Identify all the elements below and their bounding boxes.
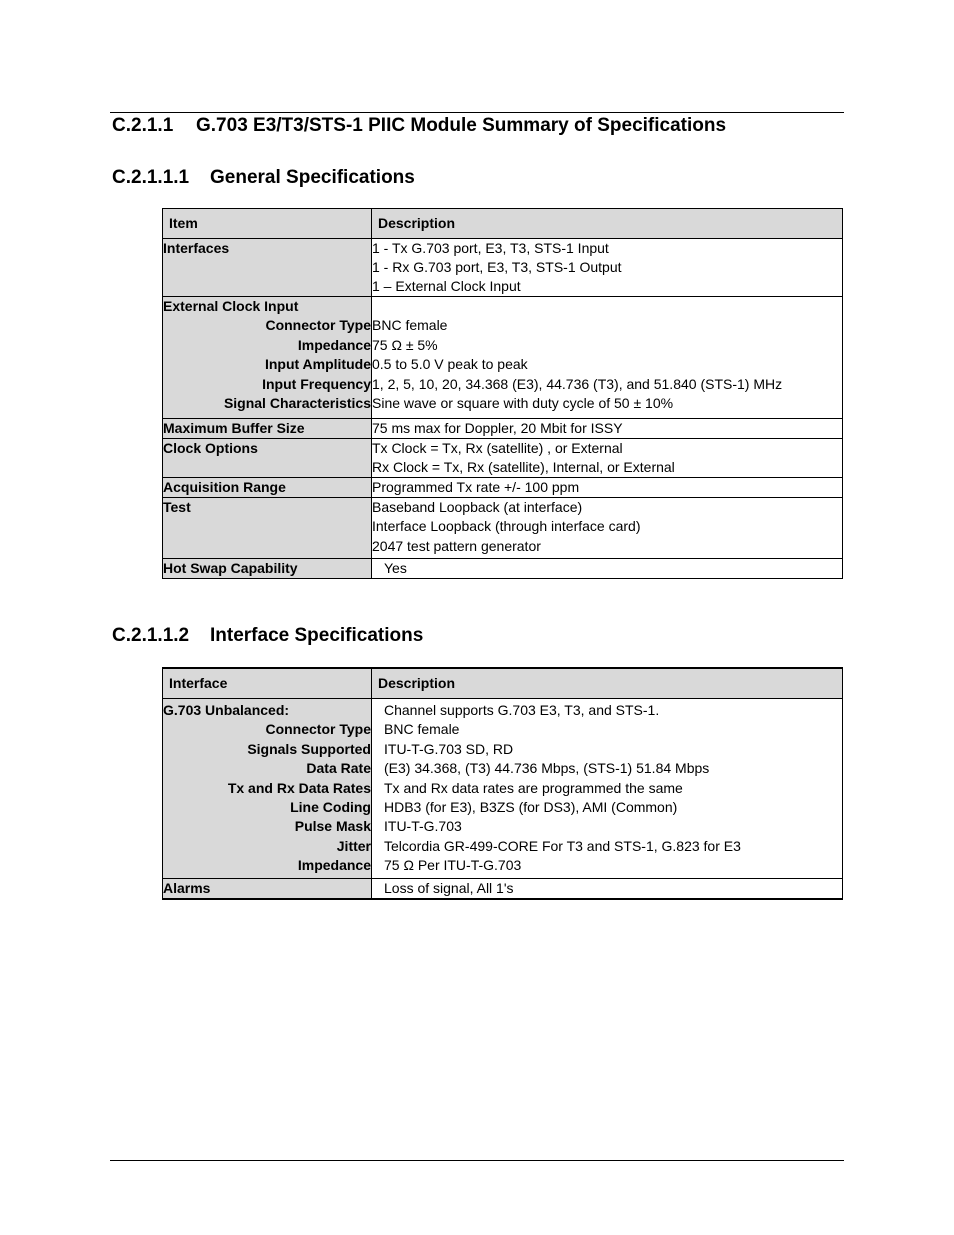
general-specs-heading (112, 167, 415, 189)
row-sublabel: Line Coding (290, 799, 371, 816)
value-line: Sine wave or square with duty cycle of 50 ± 10% (372, 395, 674, 411)
row-label: External Clock Input (163, 298, 299, 314)
section-title: G.703 E3/T3/STS-1 PIIC Module Summary of Specifications (196, 115, 727, 136)
value-line: Telcordia GR-499-CORE For T3 and STS-1, G.823 for E3 (384, 837, 741, 854)
row-value-cell (372, 477, 843, 497)
value-line: Tx Clock = Tx, Rx (satellite) , or External (372, 439, 623, 456)
value-line: 1 – External Clock Input (372, 278, 521, 294)
interface-specs-table (162, 667, 843, 900)
value-line: Rx Clock = Tx, Rx (satellite), Internal, or External (372, 458, 675, 475)
row-label-cell (163, 878, 372, 899)
row-sublabel: Connector Type (265, 721, 371, 738)
row-value-cell (372, 878, 843, 899)
row-label-cell (163, 699, 372, 879)
value-line: 1 - Tx G.703 port, E3, T3, STS-1 Input (372, 240, 609, 256)
value-line: 0.5 to 5.0 V peak to peak (372, 356, 528, 372)
row-value-cell (372, 497, 843, 559)
row-value-cell (372, 699, 843, 879)
row-sublabel: Impedance (297, 857, 371, 874)
general-specs-title: General Specifications (210, 167, 415, 188)
interface-specs-number: C.2.1.1.2 (112, 625, 190, 646)
general-specs-table (162, 208, 843, 579)
row-sublabel: Signal Characteristics (223, 395, 371, 411)
general-specs-number: C.2.1.1.1 (112, 167, 190, 188)
value-line: (E3) 34.368, (T3) 44.736 Mbps, (STS-1) 51.84 Mbps (384, 760, 710, 777)
value-line: Yes (384, 560, 407, 576)
value-line: 75 Ω ± 5% (372, 336, 438, 353)
value-line: 1, 2, 5, 10, 20, 34.368 (E3), 44.736 (T3), and 51.840 (STS-1) MHz (372, 375, 783, 392)
table-row (163, 297, 843, 419)
row-label: Alarms (163, 879, 211, 896)
row-label: Maximum Buffer Size (163, 419, 305, 436)
table-row (163, 438, 843, 477)
row-label-cell (163, 559, 372, 579)
row-sublabel: Jitter (336, 837, 371, 854)
row-label-cell (163, 297, 372, 419)
row-label-cell (163, 497, 372, 559)
value-line: 75 ms max for Doppler, 20 Mbit for ISSY (372, 419, 623, 436)
row-sublabel: Input Amplitude (264, 356, 371, 372)
value-line: Programmed Tx rate +/- 100 ppm (372, 478, 580, 495)
row-label: Test (163, 498, 191, 515)
footer-rule (110, 1160, 844, 1161)
column-header-description: Description (372, 668, 843, 699)
row-value-cell (372, 438, 843, 477)
value-line: 1 - Rx G.703 port, E3, T3, STS-1 Output (372, 259, 622, 275)
table-row (163, 878, 843, 899)
value-line: BNC female (372, 317, 448, 333)
value-line: Interface Loopback (through interface card) (372, 518, 641, 534)
row-sublabel: Tx and Rx Data Rates (227, 779, 371, 796)
column-header-description: Description (372, 209, 843, 239)
table-row (163, 559, 843, 579)
row-label: Clock Options (163, 439, 258, 456)
value-line: Baseband Loopback (at interface) (372, 498, 583, 515)
row-label: G.703 Unbalanced: (163, 702, 290, 718)
row-label-cell (163, 438, 372, 477)
row-label: Hot Swap Capability (163, 560, 298, 576)
value-line: ITU-T-G.703 (384, 818, 462, 835)
row-label-cell (163, 418, 372, 438)
table-row (163, 477, 843, 497)
interface-specs-title: Interface Specifications (210, 625, 424, 646)
value-line: Loss of signal, All 1's (384, 879, 514, 896)
value-line: Channel supports G.703 E3, T3, and STS-1. (384, 702, 660, 718)
table-row (163, 699, 843, 879)
row-value-cell (372, 418, 843, 438)
row-value-cell (372, 559, 843, 579)
row-sublabel: Signals Supported (247, 740, 371, 757)
row-sublabel: Data Rate (306, 760, 371, 777)
table-row (163, 497, 843, 559)
row-label: Interfaces (163, 240, 230, 256)
row-value-cell (372, 239, 843, 297)
value-line: HDB3 (for E3), B3ZS (for DS3), AMI (Common) (384, 799, 678, 816)
row-label: Acquisition Range (163, 478, 286, 495)
row-sublabel: Connector Type (265, 317, 371, 333)
table-header-row (163, 209, 843, 239)
value-line: ITU-T-G.703 SD, RD (384, 740, 514, 757)
row-sublabel: Pulse Mask (294, 818, 371, 835)
row-sublabel: Input Frequency (262, 375, 371, 392)
column-header-item: Item (163, 209, 372, 239)
row-sublabel: Impedance (297, 336, 371, 353)
column-header-interface: Interface (163, 668, 372, 699)
row-label-cell (163, 239, 372, 297)
header-rule (110, 112, 844, 113)
section-heading (112, 115, 726, 137)
value-line: 75 Ω Per ITU-T-G.703 (384, 857, 522, 874)
value-line: BNC female (384, 721, 460, 738)
row-label-cell (163, 477, 372, 497)
section-number: C.2.1.1 (112, 115, 174, 136)
table-header-row (163, 668, 843, 699)
value-line: 2047 test pattern generator (372, 537, 541, 554)
table-row (163, 239, 843, 297)
row-value-cell (372, 297, 843, 419)
value-line: Tx and Rx data rates are programmed the same (384, 779, 683, 796)
table-row (163, 418, 843, 438)
interface-specs-heading (112, 625, 423, 647)
